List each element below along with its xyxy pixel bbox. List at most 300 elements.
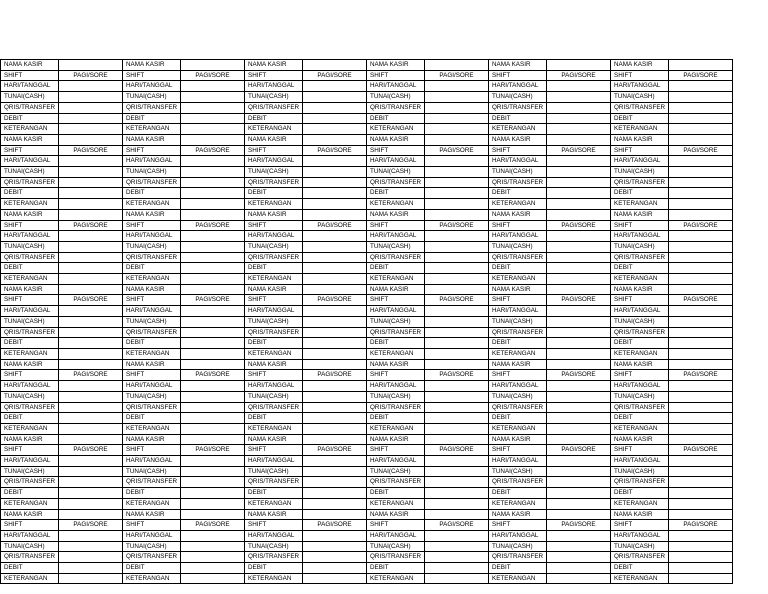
field-value-cell[interactable] <box>181 156 245 167</box>
field-value-cell[interactable] <box>181 252 245 263</box>
field-value-cell[interactable] <box>669 509 733 520</box>
field-value-cell[interactable] <box>303 552 367 563</box>
field-value-cell[interactable] <box>59 477 123 488</box>
field-value-cell[interactable] <box>181 509 245 520</box>
field-value-cell[interactable] <box>547 381 611 392</box>
field-value-cell[interactable] <box>59 263 123 274</box>
field-value-cell[interactable] <box>181 466 245 477</box>
field-value-cell[interactable] <box>181 348 245 359</box>
field-value-cell[interactable] <box>181 381 245 392</box>
field-value-cell[interactable] <box>181 434 245 445</box>
field-value-cell[interactable] <box>425 402 489 413</box>
field-value-cell[interactable] <box>425 423 489 434</box>
field-value-cell[interactable] <box>59 188 123 199</box>
field-value-cell[interactable] <box>547 456 611 467</box>
field-value-cell[interactable] <box>181 423 245 434</box>
field-value-cell[interactable] <box>59 306 123 317</box>
field-value-cell[interactable] <box>425 509 489 520</box>
shift-value-cell[interactable]: PAGI/SORE <box>181 445 245 456</box>
field-value-cell[interactable] <box>425 488 489 499</box>
field-value-cell[interactable] <box>547 177 611 188</box>
field-value-cell[interactable] <box>669 381 733 392</box>
field-value-cell[interactable] <box>425 167 489 178</box>
field-value-cell[interactable] <box>181 81 245 92</box>
field-value-cell[interactable] <box>547 92 611 103</box>
shift-value-cell[interactable]: PAGI/SORE <box>181 70 245 81</box>
field-value-cell[interactable] <box>303 209 367 220</box>
field-value-cell[interactable] <box>181 488 245 499</box>
field-value-cell[interactable] <box>425 124 489 135</box>
field-value-cell[interactable] <box>181 391 245 402</box>
field-value-cell[interactable] <box>59 252 123 263</box>
field-value-cell[interactable] <box>303 81 367 92</box>
field-value-cell[interactable] <box>669 92 733 103</box>
field-value-cell[interactable] <box>181 563 245 574</box>
field-value-cell[interactable] <box>303 488 367 499</box>
shift-value-cell[interactable]: PAGI/SORE <box>59 145 123 156</box>
field-value-cell[interactable] <box>547 327 611 338</box>
field-value-cell[interactable] <box>59 60 123 71</box>
field-value-cell[interactable] <box>181 231 245 242</box>
shift-value-cell[interactable]: PAGI/SORE <box>181 295 245 306</box>
field-value-cell[interactable] <box>425 316 489 327</box>
field-value-cell[interactable] <box>303 156 367 167</box>
field-value-cell[interactable] <box>181 477 245 488</box>
field-value-cell[interactable] <box>303 573 367 584</box>
field-value-cell[interactable] <box>669 231 733 242</box>
field-value-cell[interactable] <box>303 348 367 359</box>
field-value-cell[interactable] <box>303 423 367 434</box>
field-value-cell[interactable] <box>303 60 367 71</box>
field-value-cell[interactable] <box>303 434 367 445</box>
field-value-cell[interactable] <box>181 573 245 584</box>
shift-value-cell[interactable]: PAGI/SORE <box>59 445 123 456</box>
shift-value-cell[interactable]: PAGI/SORE <box>669 145 733 156</box>
field-value-cell[interactable] <box>669 306 733 317</box>
shift-value-cell[interactable]: PAGI/SORE <box>303 70 367 81</box>
field-value-cell[interactable] <box>181 188 245 199</box>
field-value-cell[interactable] <box>181 60 245 71</box>
field-value-cell[interactable] <box>547 402 611 413</box>
field-value-cell[interactable] <box>669 102 733 113</box>
field-value-cell[interactable] <box>303 92 367 103</box>
field-value-cell[interactable] <box>669 477 733 488</box>
shift-value-cell[interactable]: PAGI/SORE <box>59 370 123 381</box>
shift-value-cell[interactable]: PAGI/SORE <box>303 220 367 231</box>
field-value-cell[interactable] <box>59 124 123 135</box>
shift-value-cell[interactable]: PAGI/SORE <box>303 145 367 156</box>
field-value-cell[interactable] <box>547 188 611 199</box>
field-value-cell[interactable] <box>425 81 489 92</box>
field-value-cell[interactable] <box>669 274 733 285</box>
field-value-cell[interactable] <box>547 359 611 370</box>
shift-value-cell[interactable]: PAGI/SORE <box>425 445 489 456</box>
field-value-cell[interactable] <box>303 134 367 145</box>
field-value-cell[interactable] <box>59 199 123 210</box>
field-value-cell[interactable] <box>669 241 733 252</box>
field-value-cell[interactable] <box>303 188 367 199</box>
field-value-cell[interactable] <box>425 60 489 71</box>
field-value-cell[interactable] <box>547 306 611 317</box>
field-value-cell[interactable] <box>425 552 489 563</box>
field-value-cell[interactable] <box>181 456 245 467</box>
field-value-cell[interactable] <box>547 573 611 584</box>
field-value-cell[interactable] <box>59 348 123 359</box>
field-value-cell[interactable] <box>59 391 123 402</box>
field-value-cell[interactable] <box>59 466 123 477</box>
field-value-cell[interactable] <box>669 177 733 188</box>
field-value-cell[interactable] <box>59 456 123 467</box>
field-value-cell[interactable] <box>425 359 489 370</box>
field-value-cell[interactable] <box>425 456 489 467</box>
shift-value-cell[interactable]: PAGI/SORE <box>303 445 367 456</box>
shift-value-cell[interactable]: PAGI/SORE <box>669 445 733 456</box>
field-value-cell[interactable] <box>303 381 367 392</box>
field-value-cell[interactable] <box>425 477 489 488</box>
field-value-cell[interactable] <box>181 134 245 145</box>
shift-value-cell[interactable]: PAGI/SORE <box>547 445 611 456</box>
field-value-cell[interactable] <box>303 177 367 188</box>
field-value-cell[interactable] <box>547 167 611 178</box>
shift-value-cell[interactable]: PAGI/SORE <box>303 370 367 381</box>
field-value-cell[interactable] <box>303 413 367 424</box>
field-value-cell[interactable] <box>547 348 611 359</box>
shift-value-cell[interactable]: PAGI/SORE <box>669 520 733 531</box>
field-value-cell[interactable] <box>181 530 245 541</box>
field-value-cell[interactable] <box>425 563 489 574</box>
field-value-cell[interactable] <box>59 113 123 124</box>
field-value-cell[interactable] <box>547 509 611 520</box>
field-value-cell[interactable] <box>425 338 489 349</box>
field-value-cell[interactable] <box>59 284 123 295</box>
shift-value-cell[interactable]: PAGI/SORE <box>181 145 245 156</box>
field-value-cell[interactable] <box>425 209 489 220</box>
field-value-cell[interactable] <box>425 102 489 113</box>
field-value-cell[interactable] <box>547 241 611 252</box>
shift-value-cell[interactable]: PAGI/SORE <box>547 520 611 531</box>
field-value-cell[interactable] <box>669 113 733 124</box>
field-value-cell[interactable] <box>303 477 367 488</box>
field-value-cell[interactable] <box>59 102 123 113</box>
field-value-cell[interactable] <box>547 488 611 499</box>
field-value-cell[interactable] <box>59 156 123 167</box>
field-value-cell[interactable] <box>59 530 123 541</box>
field-value-cell[interactable] <box>669 466 733 477</box>
shift-value-cell[interactable]: PAGI/SORE <box>303 295 367 306</box>
field-value-cell[interactable] <box>547 477 611 488</box>
field-value-cell[interactable] <box>425 156 489 167</box>
field-value-cell[interactable] <box>181 241 245 252</box>
field-value-cell[interactable] <box>303 113 367 124</box>
field-value-cell[interactable] <box>303 541 367 552</box>
shift-value-cell[interactable]: PAGI/SORE <box>303 520 367 531</box>
field-value-cell[interactable] <box>425 306 489 317</box>
field-value-cell[interactable] <box>59 209 123 220</box>
field-value-cell[interactable] <box>669 402 733 413</box>
field-value-cell[interactable] <box>425 274 489 285</box>
field-value-cell[interactable] <box>303 316 367 327</box>
field-value-cell[interactable] <box>547 530 611 541</box>
field-value-cell[interactable] <box>303 359 367 370</box>
field-value-cell[interactable] <box>669 359 733 370</box>
field-value-cell[interactable] <box>425 348 489 359</box>
field-value-cell[interactable] <box>303 327 367 338</box>
field-value-cell[interactable] <box>59 134 123 145</box>
field-value-cell[interactable] <box>59 434 123 445</box>
field-value-cell[interactable] <box>669 209 733 220</box>
shift-value-cell[interactable]: PAGI/SORE <box>59 520 123 531</box>
field-value-cell[interactable] <box>59 488 123 499</box>
field-value-cell[interactable] <box>547 316 611 327</box>
field-value-cell[interactable] <box>181 274 245 285</box>
field-value-cell[interactable] <box>303 263 367 274</box>
field-value-cell[interactable] <box>59 231 123 242</box>
field-value-cell[interactable] <box>547 338 611 349</box>
field-value-cell[interactable] <box>547 134 611 145</box>
field-value-cell[interactable] <box>181 498 245 509</box>
field-value-cell[interactable] <box>547 199 611 210</box>
shift-value-cell[interactable]: PAGI/SORE <box>669 220 733 231</box>
field-value-cell[interactable] <box>181 113 245 124</box>
field-value-cell[interactable] <box>547 231 611 242</box>
shift-value-cell[interactable]: PAGI/SORE <box>59 295 123 306</box>
field-value-cell[interactable] <box>59 552 123 563</box>
field-value-cell[interactable] <box>59 177 123 188</box>
field-value-cell[interactable] <box>669 541 733 552</box>
field-value-cell[interactable] <box>547 498 611 509</box>
field-value-cell[interactable] <box>669 413 733 424</box>
field-value-cell[interactable] <box>59 509 123 520</box>
field-value-cell[interactable] <box>669 252 733 263</box>
field-value-cell[interactable] <box>181 316 245 327</box>
field-value-cell[interactable] <box>425 391 489 402</box>
field-value-cell[interactable] <box>547 60 611 71</box>
field-value-cell[interactable] <box>303 498 367 509</box>
field-value-cell[interactable] <box>59 92 123 103</box>
field-value-cell[interactable] <box>669 284 733 295</box>
field-value-cell[interactable] <box>303 306 367 317</box>
field-value-cell[interactable] <box>547 552 611 563</box>
field-value-cell[interactable] <box>59 563 123 574</box>
field-value-cell[interactable] <box>547 209 611 220</box>
shift-value-cell[interactable]: PAGI/SORE <box>425 145 489 156</box>
shift-value-cell[interactable]: PAGI/SORE <box>181 220 245 231</box>
field-value-cell[interactable] <box>181 92 245 103</box>
field-value-cell[interactable] <box>303 563 367 574</box>
field-value-cell[interactable] <box>669 199 733 210</box>
field-value-cell[interactable] <box>425 466 489 477</box>
shift-value-cell[interactable]: PAGI/SORE <box>425 295 489 306</box>
field-value-cell[interactable] <box>547 102 611 113</box>
field-value-cell[interactable] <box>303 274 367 285</box>
field-value-cell[interactable] <box>425 434 489 445</box>
field-value-cell[interactable] <box>547 113 611 124</box>
field-value-cell[interactable] <box>303 338 367 349</box>
shift-value-cell[interactable]: PAGI/SORE <box>425 520 489 531</box>
field-value-cell[interactable] <box>547 284 611 295</box>
field-value-cell[interactable] <box>547 563 611 574</box>
shift-value-cell[interactable]: PAGI/SORE <box>59 220 123 231</box>
field-value-cell[interactable] <box>425 199 489 210</box>
field-value-cell[interactable] <box>425 252 489 263</box>
field-value-cell[interactable] <box>303 530 367 541</box>
field-value-cell[interactable] <box>547 541 611 552</box>
field-value-cell[interactable] <box>547 156 611 167</box>
field-value-cell[interactable] <box>547 434 611 445</box>
shift-value-cell[interactable]: PAGI/SORE <box>547 145 611 156</box>
field-value-cell[interactable] <box>181 541 245 552</box>
field-value-cell[interactable] <box>547 252 611 263</box>
shift-value-cell[interactable]: PAGI/SORE <box>181 370 245 381</box>
shift-value-cell[interactable]: PAGI/SORE <box>425 70 489 81</box>
field-value-cell[interactable] <box>669 124 733 135</box>
field-value-cell[interactable] <box>425 134 489 145</box>
field-value-cell[interactable] <box>669 327 733 338</box>
field-value-cell[interactable] <box>425 498 489 509</box>
shift-value-cell[interactable]: PAGI/SORE <box>547 295 611 306</box>
field-value-cell[interactable] <box>669 81 733 92</box>
field-value-cell[interactable] <box>425 327 489 338</box>
shift-value-cell[interactable]: PAGI/SORE <box>547 370 611 381</box>
field-value-cell[interactable] <box>59 573 123 584</box>
field-value-cell[interactable] <box>425 231 489 242</box>
field-label: NAMA KASIR <box>245 359 303 370</box>
field-value-cell[interactable] <box>59 167 123 178</box>
field-value-cell[interactable] <box>181 167 245 178</box>
field-value-cell[interactable] <box>547 391 611 402</box>
field-value-cell[interactable] <box>59 338 123 349</box>
field-value-cell[interactable] <box>669 391 733 402</box>
field-value-cell[interactable] <box>303 102 367 113</box>
field-label: SHIFT <box>123 70 181 81</box>
field-value-cell[interactable] <box>181 402 245 413</box>
field-value-cell[interactable] <box>669 488 733 499</box>
field-value-cell[interactable] <box>303 509 367 520</box>
field-value-cell[interactable] <box>547 413 611 424</box>
field-value-cell[interactable] <box>303 456 367 467</box>
field-value-cell[interactable] <box>669 423 733 434</box>
field-label: SHIFT <box>245 370 303 381</box>
shift-value-cell[interactable]: PAGI/SORE <box>425 220 489 231</box>
field-value-cell[interactable] <box>425 113 489 124</box>
field-value-cell[interactable] <box>425 541 489 552</box>
field-value-cell[interactable] <box>181 284 245 295</box>
field-value-cell[interactable] <box>669 263 733 274</box>
field-value-cell[interactable] <box>669 134 733 145</box>
field-value-cell[interactable] <box>425 381 489 392</box>
field-label: QRIS/TRANSFER <box>611 252 669 263</box>
field-value-cell[interactable] <box>303 391 367 402</box>
field-value-cell[interactable] <box>59 413 123 424</box>
field-value-cell[interactable] <box>669 563 733 574</box>
field-value-cell[interactable] <box>669 498 733 509</box>
field-value-cell[interactable] <box>669 60 733 71</box>
field-value-cell[interactable] <box>59 381 123 392</box>
field-value-cell[interactable] <box>425 284 489 295</box>
field-value-cell[interactable] <box>547 124 611 135</box>
field-value-cell[interactable] <box>303 284 367 295</box>
field-value-cell[interactable] <box>181 306 245 317</box>
field-value-cell[interactable] <box>425 263 489 274</box>
field-value-cell[interactable] <box>59 81 123 92</box>
field-value-cell[interactable] <box>669 573 733 584</box>
field-value-cell[interactable] <box>425 573 489 584</box>
field-value-cell[interactable] <box>181 413 245 424</box>
field-value-cell[interactable] <box>59 402 123 413</box>
field-value-cell[interactable] <box>303 402 367 413</box>
field-value-cell[interactable] <box>669 156 733 167</box>
field-value-cell[interactable] <box>59 327 123 338</box>
field-value-cell[interactable] <box>303 199 367 210</box>
field-value-cell[interactable] <box>59 316 123 327</box>
shift-value-cell[interactable]: PAGI/SORE <box>547 70 611 81</box>
field-value-cell[interactable] <box>181 102 245 113</box>
field-label: KETERANGAN <box>245 498 303 509</box>
field-value-cell[interactable] <box>669 316 733 327</box>
field-value-cell[interactable] <box>669 456 733 467</box>
field-value-cell[interactable] <box>547 81 611 92</box>
field-value-cell[interactable] <box>669 348 733 359</box>
field-value-cell[interactable] <box>303 167 367 178</box>
field-value-cell[interactable] <box>181 199 245 210</box>
field-value-cell[interactable] <box>425 241 489 252</box>
field-value-cell[interactable] <box>669 188 733 199</box>
field-value-cell[interactable] <box>181 552 245 563</box>
field-value-cell[interactable] <box>59 541 123 552</box>
field-value-cell[interactable] <box>425 177 489 188</box>
field-value-cell[interactable] <box>547 423 611 434</box>
field-value-cell[interactable] <box>59 423 123 434</box>
field-value-cell[interactable] <box>669 167 733 178</box>
field-value-cell[interactable] <box>303 252 367 263</box>
shift-value-cell[interactable]: PAGI/SORE <box>669 295 733 306</box>
field-value-cell[interactable] <box>181 263 245 274</box>
field-value-cell[interactable] <box>59 359 123 370</box>
field-value-cell[interactable] <box>669 552 733 563</box>
field-value-cell[interactable] <box>303 241 367 252</box>
field-value-cell[interactable] <box>669 434 733 445</box>
field-value-cell[interactable] <box>59 498 123 509</box>
field-value-cell[interactable] <box>669 530 733 541</box>
shift-value-cell[interactable]: PAGI/SORE <box>669 370 733 381</box>
shift-value-cell[interactable]: PAGI/SORE <box>669 70 733 81</box>
field-value-cell[interactable] <box>181 124 245 135</box>
field-value-cell[interactable] <box>303 124 367 135</box>
field-value-cell[interactable] <box>669 338 733 349</box>
field-value-cell[interactable] <box>425 188 489 199</box>
field-value-cell[interactable] <box>303 466 367 477</box>
field-value-cell[interactable] <box>181 177 245 188</box>
field-label: QRIS/TRANSFER <box>489 102 547 113</box>
field-value-cell[interactable] <box>59 241 123 252</box>
shift-value-cell[interactable]: PAGI/SORE <box>181 520 245 531</box>
field-value-cell[interactable] <box>547 274 611 285</box>
field-value-cell[interactable] <box>425 530 489 541</box>
field-value-cell[interactable] <box>425 92 489 103</box>
field-value-cell[interactable] <box>547 466 611 477</box>
field-value-cell[interactable] <box>181 338 245 349</box>
shift-value-cell[interactable]: PAGI/SORE <box>425 370 489 381</box>
field-value-cell[interactable] <box>181 327 245 338</box>
shift-value-cell[interactable]: PAGI/SORE <box>59 70 123 81</box>
shift-value-cell[interactable]: PAGI/SORE <box>547 220 611 231</box>
field-value-cell[interactable] <box>181 209 245 220</box>
field-value-cell[interactable] <box>425 413 489 424</box>
field-value-cell[interactable] <box>181 359 245 370</box>
field-value-cell[interactable] <box>547 263 611 274</box>
field-value-cell[interactable] <box>303 231 367 242</box>
field-value-cell[interactable] <box>59 274 123 285</box>
